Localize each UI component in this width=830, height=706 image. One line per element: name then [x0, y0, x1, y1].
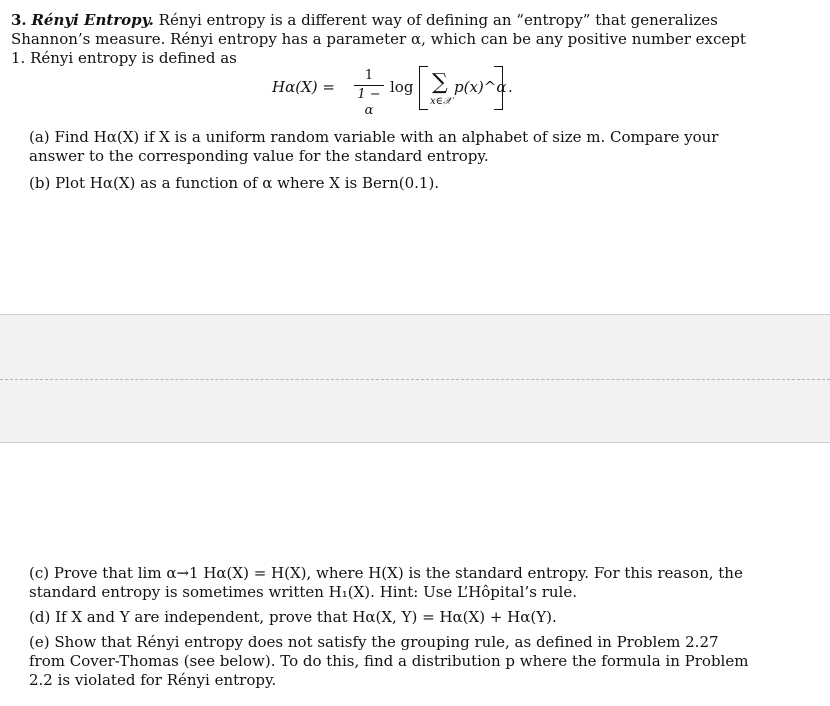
problem-number: 3. [11, 11, 27, 29]
formula-term: p(x)^α [454, 78, 507, 96]
answer-area-divider [0, 379, 830, 380]
answer-area-bottom-border [0, 442, 830, 443]
formula-fraction [354, 68, 384, 119]
formula-lhs: Hα(X) = [272, 78, 335, 96]
part-e-text: Show that Rényi entropy does not satisfy the grouping rule, as defined in Problem 2.27 from Cover-Thomas (see below). To do this, find a distribution p where the formula in Problem 2.2 is violated for Rényi entropy. [29, 633, 749, 689]
formula-period: . [508, 78, 513, 96]
part-e-label: (e) [29, 633, 50, 651]
problem-title: Rényi Entropy. [31, 11, 154, 29]
formula-numerator: 1 [364, 68, 374, 83]
part-e [29, 633, 757, 690]
formula-log: log [390, 78, 414, 96]
part-d-text: If X and Y are independent, prove that Hα(X, Y) = Hα(X) + Hα(Y). [55, 608, 557, 626]
renyi-formula [272, 68, 532, 118]
formula-denominator: 1 − α [357, 87, 381, 118]
part-a-text: Find Hα(X) if X is a uniform random variable with an alphabet of size m. Compare your answer to the corresponding value for the standard entropy. [29, 128, 719, 165]
part-b-text: Plot Hα(X) as a function of α where X is Bern(0.1). [55, 174, 440, 192]
part-c-label: (c) [29, 564, 50, 582]
part-b [29, 174, 757, 193]
left-bracket [419, 66, 428, 110]
part-c [29, 564, 757, 602]
part-d-label: (d) [29, 608, 51, 626]
right-bracket [494, 66, 503, 110]
problem-intro-text: Rényi entropy is a different way of defining an “entropy” that generalizes Shannon’s measure. Rényi entropy has a parameter α, which can be any positive number except 1. Rényi entropy is defined as [11, 11, 746, 67]
sum-subscript: x∈𝒳 [430, 96, 452, 107]
fraction-bar [354, 85, 384, 86]
sigma-symbol: ∑ [432, 70, 448, 95]
part-a-label: (a) [29, 128, 50, 146]
part-d [29, 608, 757, 627]
problem-intro [11, 11, 756, 68]
part-b-label: (b) [29, 174, 51, 192]
part-a [29, 128, 757, 166]
part-c-text: Prove that lim α→1 Hα(X) = H(X), where H(X) is the standard entropy. For this reason, the standard entropy is sometimes written H₁(X). Hint: Use L’Hôpital’s rule. [29, 564, 743, 601]
